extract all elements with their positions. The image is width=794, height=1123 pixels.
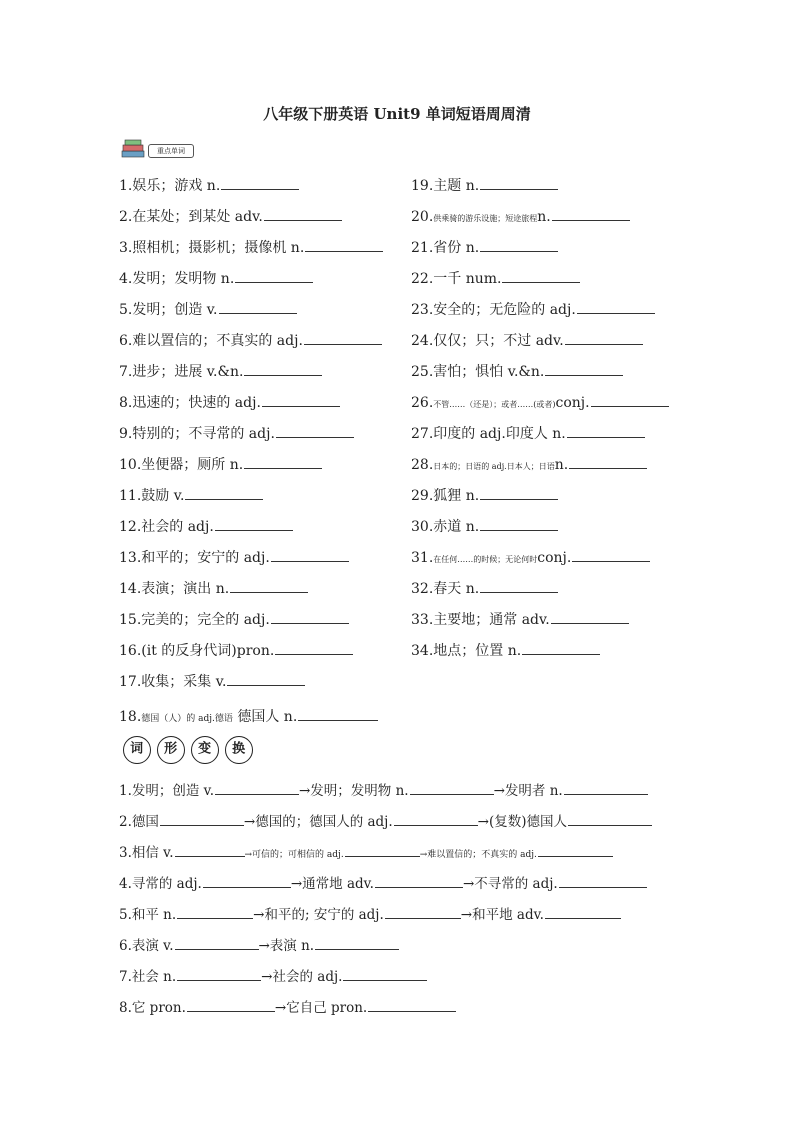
vocab-item bbox=[119, 547, 383, 578]
answer-blank[interactable] bbox=[315, 935, 399, 950]
vocab-item bbox=[119, 392, 383, 423]
badge-label: 重点单词 bbox=[148, 144, 194, 158]
answer-blank[interactable] bbox=[538, 842, 613, 857]
form-text: →难以置信的；不真实的 adj. bbox=[419, 850, 537, 860]
item-text: conj. bbox=[537, 550, 572, 566]
answer-blank[interactable] bbox=[568, 811, 652, 826]
answer-blank[interactable] bbox=[304, 330, 382, 345]
answer-blank[interactable] bbox=[203, 873, 291, 888]
form-text: 4.寻常的 adj. bbox=[119, 876, 202, 892]
item-text: 8.迅速的；快速的 adj. bbox=[119, 395, 261, 411]
page-title: 八年级下册英语 Unit9 单词短语周周清 bbox=[263, 105, 531, 123]
answer-blank[interactable] bbox=[502, 268, 580, 283]
vocab-item bbox=[411, 609, 669, 640]
answer-blank[interactable] bbox=[262, 392, 340, 407]
item-text: 21.省份 n. bbox=[411, 240, 480, 256]
vocab-left-column bbox=[119, 175, 383, 702]
answer-blank[interactable] bbox=[305, 237, 383, 252]
item-text: 11.鼓励 v. bbox=[119, 488, 185, 504]
item-text: 德国人 n. bbox=[237, 709, 298, 725]
form-text: 7.社会 n. bbox=[119, 969, 177, 985]
item-text: 13.和平的；安宁的 adj. bbox=[119, 550, 270, 566]
word-form-item bbox=[119, 873, 652, 904]
form-text: →它自己 pron. bbox=[274, 1000, 368, 1016]
answer-blank[interactable] bbox=[551, 609, 629, 624]
answer-blank[interactable] bbox=[410, 780, 494, 795]
answer-blank[interactable] bbox=[545, 361, 623, 376]
form-text: →和平地 adv. bbox=[460, 907, 544, 923]
key-words-badge bbox=[120, 138, 194, 160]
answer-blank[interactable] bbox=[545, 904, 621, 919]
item-text: 32.春天 n. bbox=[411, 581, 480, 597]
item-text: 24.仅仅；只；不过 adv. bbox=[411, 333, 564, 349]
answer-blank[interactable] bbox=[480, 578, 558, 593]
vocab-item bbox=[119, 361, 383, 392]
item-small-text: 供乘骑的游乐设施；短途旅程 bbox=[433, 214, 538, 223]
header-char-text: 形 bbox=[164, 741, 178, 757]
answer-blank[interactable] bbox=[564, 780, 648, 795]
vocab-item bbox=[411, 206, 669, 237]
item-text: 18. bbox=[119, 709, 142, 725]
item-small-text: 德国（人）的 adj.德语 bbox=[141, 714, 233, 724]
item-text: 30.赤道 n. bbox=[411, 519, 480, 535]
answer-blank[interactable] bbox=[235, 268, 313, 283]
item-text: 28. bbox=[411, 457, 434, 473]
answer-blank[interactable] bbox=[271, 547, 349, 562]
answer-blank[interactable] bbox=[271, 609, 349, 624]
vocab-item bbox=[411, 361, 669, 392]
item-text: 19.主题 n. bbox=[411, 178, 480, 194]
item-text: 22.一千 num. bbox=[411, 271, 502, 287]
item-text: 26. bbox=[411, 395, 434, 411]
answer-blank[interactable] bbox=[244, 454, 322, 469]
vocab-item bbox=[411, 423, 669, 454]
word-form-item bbox=[119, 842, 652, 873]
header-char bbox=[185, 730, 225, 770]
vocab-item bbox=[411, 268, 669, 299]
form-text: →不寻常的 adj. bbox=[462, 876, 558, 892]
answer-blank[interactable] bbox=[591, 392, 669, 407]
answer-blank[interactable] bbox=[230, 578, 308, 593]
header-char-text: 变 bbox=[198, 741, 212, 757]
form-text: 3.相信 v. bbox=[119, 845, 174, 861]
item-text: 1.娱乐；游戏 n. bbox=[119, 178, 221, 194]
header-char-text: 词 bbox=[130, 741, 144, 757]
vocab-item bbox=[119, 299, 383, 330]
vocab-item bbox=[119, 671, 383, 702]
vocab-item bbox=[411, 578, 669, 609]
item-text: 25.害怕；惧怕 v.&n. bbox=[411, 364, 545, 380]
form-text: →发明；发明物 n. bbox=[299, 783, 409, 799]
answer-blank[interactable] bbox=[559, 873, 647, 888]
item-small-text: 日本的；日语的 adj.日本人；日语 bbox=[433, 462, 555, 471]
answer-blank[interactable] bbox=[175, 935, 259, 950]
answer-blank[interactable] bbox=[215, 516, 293, 531]
item-text: 6.难以置信的；不真实的 adj. bbox=[119, 333, 303, 349]
item-text: 20. bbox=[411, 209, 434, 225]
word-form-item bbox=[119, 966, 652, 997]
header-char bbox=[219, 730, 259, 770]
answer-blank[interactable] bbox=[219, 299, 297, 314]
answer-blank[interactable] bbox=[394, 811, 478, 826]
vocab-right-column bbox=[411, 175, 669, 671]
answer-blank[interactable] bbox=[480, 175, 558, 190]
vocab-item bbox=[119, 206, 383, 237]
item-text: 10.坐便器；厕所 n. bbox=[119, 457, 244, 473]
vocab-item bbox=[119, 454, 383, 485]
vocab-item bbox=[411, 454, 669, 485]
answer-blank[interactable] bbox=[187, 997, 275, 1012]
item-text: 3.照相机；摄影机；摄像机 n. bbox=[119, 240, 305, 256]
answer-blank[interactable] bbox=[572, 547, 650, 562]
word-forms-list bbox=[119, 780, 652, 1028]
item-small-text: 不管……（还是）；或者……(或者) bbox=[433, 400, 556, 409]
header-char bbox=[117, 730, 157, 770]
form-text: 5.和平 n. bbox=[119, 907, 177, 923]
answer-blank[interactable] bbox=[276, 423, 354, 438]
answer-blank[interactable] bbox=[345, 842, 420, 857]
word-forms-header bbox=[123, 736, 254, 766]
answer-blank[interactable] bbox=[569, 454, 647, 469]
books-icon bbox=[120, 138, 150, 160]
answer-blank[interactable] bbox=[298, 706, 378, 721]
item-text: 9.特别的；不寻常的 adj. bbox=[119, 426, 275, 442]
form-text: 6.表演 v. bbox=[119, 938, 174, 954]
answer-blank[interactable] bbox=[368, 997, 456, 1012]
form-text: 1.发明；创造 v. bbox=[119, 783, 214, 799]
item-text: n. bbox=[554, 457, 569, 473]
item-text: 23.安全的；无危险的 adj. bbox=[411, 302, 576, 318]
item-text: 12.社会的 adj. bbox=[119, 519, 214, 535]
form-text: →社会的 adj. bbox=[261, 969, 343, 985]
form-text: →可信的；可相信的 adj. bbox=[244, 850, 344, 860]
answer-blank[interactable] bbox=[567, 423, 645, 438]
answer-blank[interactable] bbox=[577, 299, 655, 314]
vocab-item bbox=[119, 609, 383, 640]
item-text: 7.进步；进展 v.&n. bbox=[119, 364, 244, 380]
header-char-text: 换 bbox=[232, 741, 246, 757]
word-form-item bbox=[119, 780, 652, 811]
vocab-item bbox=[411, 392, 669, 423]
form-text: →德国的；德国人的 adj. bbox=[243, 814, 393, 830]
word-form-item bbox=[119, 997, 652, 1028]
item-text: 15.完美的；完全的 adj. bbox=[119, 612, 270, 628]
answer-blank[interactable] bbox=[565, 330, 643, 345]
item-text: 17.收集；采集 v. bbox=[119, 674, 227, 690]
vocab-item bbox=[119, 268, 383, 299]
answer-blank[interactable] bbox=[275, 640, 353, 655]
vocab-item bbox=[411, 547, 669, 578]
vocab-item bbox=[119, 516, 383, 547]
answer-blank[interactable] bbox=[343, 966, 427, 981]
item-text: n. bbox=[537, 209, 551, 225]
form-text: 8.它 pron. bbox=[119, 1000, 186, 1016]
vocab-item bbox=[411, 237, 669, 268]
item-text: 27.印度的 adj.印度人 n. bbox=[411, 426, 566, 442]
answer-blank[interactable] bbox=[160, 811, 244, 826]
answer-blank[interactable] bbox=[385, 904, 461, 919]
vocab-item bbox=[119, 175, 383, 206]
item-small-text: 在任何……的时候；无论何时 bbox=[433, 555, 538, 564]
form-text: →和平的; 安宁的 adj. bbox=[253, 907, 384, 923]
item-text: 34.地点；位置 n. bbox=[411, 643, 522, 659]
vocab-item bbox=[119, 237, 383, 268]
item-text: 4.发明；发明物 n. bbox=[119, 271, 235, 287]
vocab-item bbox=[411, 485, 669, 516]
answer-blank[interactable] bbox=[480, 516, 558, 531]
answer-blank[interactable] bbox=[244, 361, 322, 376]
answer-blank[interactable] bbox=[215, 780, 299, 795]
answer-blank[interactable] bbox=[177, 966, 261, 981]
form-text: →表演 n. bbox=[258, 938, 315, 954]
word-form-item bbox=[119, 935, 652, 966]
item-text: 2.在某处；到某处 adv. bbox=[119, 209, 263, 225]
answer-blank[interactable] bbox=[221, 175, 299, 190]
vocab-item bbox=[411, 299, 669, 330]
vocab-item bbox=[119, 330, 383, 361]
header-char bbox=[151, 730, 191, 770]
item-text: 31. bbox=[411, 550, 434, 566]
item-text: conj. bbox=[555, 395, 590, 411]
answer-blank[interactable] bbox=[227, 671, 305, 686]
answer-blank[interactable] bbox=[480, 485, 558, 500]
vocab-item bbox=[411, 640, 669, 671]
vocab-item bbox=[411, 330, 669, 361]
vocab-item bbox=[411, 175, 669, 206]
item-text: 14.表演；演出 n. bbox=[119, 581, 230, 597]
word-form-item bbox=[119, 904, 652, 935]
vocab-item-18 bbox=[119, 706, 378, 726]
answer-blank[interactable] bbox=[177, 904, 253, 919]
vocab-item bbox=[119, 578, 383, 609]
item-text: 29.狐狸 n. bbox=[411, 488, 480, 504]
form-text: →发明者 n. bbox=[493, 783, 563, 799]
answer-blank[interactable] bbox=[522, 640, 600, 655]
item-text: 33.主要地；通常 adv. bbox=[411, 612, 550, 628]
vocab-item bbox=[119, 423, 383, 454]
vocab-item bbox=[119, 485, 383, 516]
answer-blank[interactable] bbox=[264, 206, 342, 221]
answer-blank[interactable] bbox=[480, 237, 558, 252]
vocab-item bbox=[411, 516, 669, 547]
answer-blank[interactable] bbox=[185, 485, 263, 500]
answer-blank[interactable] bbox=[375, 873, 463, 888]
vocab-item bbox=[119, 640, 383, 671]
form-text: →(复数)德国人 bbox=[477, 814, 568, 830]
item-text: 5.发明；创造 v. bbox=[119, 302, 218, 318]
item-text: 16.(it 的反身代词)pron. bbox=[119, 643, 275, 659]
answer-blank[interactable] bbox=[552, 206, 630, 221]
form-text: 2.德国 bbox=[119, 814, 159, 830]
word-form-item bbox=[119, 811, 652, 842]
answer-blank[interactable] bbox=[175, 842, 245, 857]
form-text: →通常地 adv. bbox=[290, 876, 374, 892]
